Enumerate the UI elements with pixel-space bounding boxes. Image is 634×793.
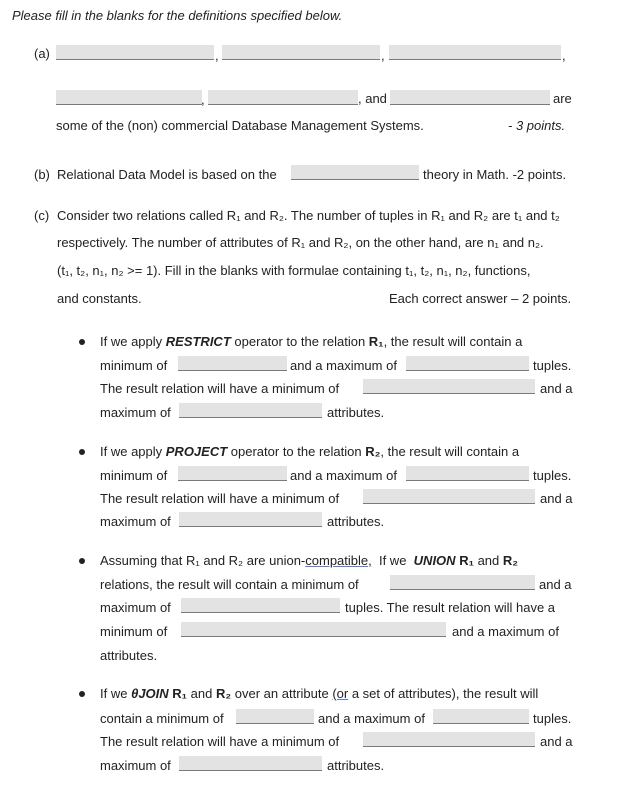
union-line-2: relations, the result will contain a minimum of <box>100 577 359 592</box>
blank-a3[interactable] <box>389 45 561 60</box>
blank-join-tuples-max[interactable] <box>433 709 529 724</box>
are-word: are <box>553 91 572 106</box>
union-and-max-of: and a maximum of <box>452 624 559 639</box>
part-b-after: theory in Math. -2 points. <box>423 167 567 182</box>
bullet-dot <box>79 558 85 564</box>
blank-union-tuples-min[interactable] <box>390 575 535 590</box>
blank-a2[interactable] <box>222 45 380 60</box>
union-line-3-post: tuples. The result relation will have a <box>345 600 556 615</box>
join-result-min: The result relation will have a minimum of <box>100 734 340 749</box>
blank-b1[interactable] <box>291 165 419 180</box>
blank-restrict-attr-max[interactable] <box>179 403 322 418</box>
project-attributes: attributes. <box>327 514 385 529</box>
union-min-of: minimum of <box>100 624 168 639</box>
comma-1: , <box>215 48 219 63</box>
join-tuples: tuples. <box>533 711 572 726</box>
blank-a6[interactable] <box>390 90 550 105</box>
restrict-max-of: maximum of <box>100 405 171 420</box>
blank-a5[interactable] <box>208 90 358 105</box>
join-and-max-of: and a maximum of <box>318 711 425 726</box>
project-max-of: maximum of <box>100 514 171 529</box>
blank-project-attr-max[interactable] <box>179 512 322 527</box>
part-c-line-2: respectively. The number of attributes of R₁ and R₂, on the other hand, are n₁ and n₂. <box>57 235 544 250</box>
part-a-points: - 3 points. <box>508 118 566 133</box>
union-and-a: and a <box>539 577 572 592</box>
part-c-line-3: (t₁, t₂, n₁, n₂ >= 1). Fill in the blanks with formulae containing t₁, t₂, n₁, n₂, functions, <box>57 263 531 278</box>
join-attributes: attributes. <box>327 758 385 773</box>
blank-restrict-tuples-max[interactable] <box>406 356 529 371</box>
bullet-dot <box>79 339 85 345</box>
comma-3: , <box>562 48 566 63</box>
project-and-a: and a <box>540 491 573 506</box>
project-and-max-of: and a maximum of <box>290 468 397 483</box>
blank-a1[interactable] <box>56 45 214 60</box>
blank-project-attr-min[interactable] <box>363 489 535 504</box>
restrict-attributes: attributes. <box>327 405 385 420</box>
union-max-of: maximum of <box>100 600 171 615</box>
comma-4: , <box>201 92 205 107</box>
part-b-label: (b) <box>34 167 50 182</box>
blank-a4[interactable] <box>56 90 202 105</box>
part-c-line-4: and constants. <box>57 291 142 306</box>
instructions: Please fill in the blanks for the definitions specified below. <box>12 8 343 23</box>
part-a-tail: some of the (non) commercial Database Management Systems. <box>56 118 424 133</box>
blank-union-tuples-max[interactable] <box>181 598 340 613</box>
blank-join-attr-min[interactable] <box>363 732 535 747</box>
restrict-line-1: If we apply RESTRICT operator to the relation R₁, the result will contain a <box>100 334 523 349</box>
blank-join-tuples-min[interactable] <box>236 709 314 724</box>
part-c-line-1: Consider two relations called R₁ and R₂. The number of tuples in R₁ and R₂ are t₁ and t₂ <box>57 208 560 223</box>
join-contain-min: contain a minimum of <box>100 711 224 726</box>
part-a-label: (a) <box>34 46 50 61</box>
part-c-points: Each correct answer – 2 points. <box>389 291 572 306</box>
project-min-of: minimum of <box>100 468 168 483</box>
blank-restrict-attr-min[interactable] <box>363 379 535 394</box>
part-b-before: Relational Data Model is based on the <box>57 167 277 182</box>
join-max-of: maximum of <box>100 758 171 773</box>
project-tuples: tuples. <box>533 468 572 483</box>
project-line-1: If we apply PROJECT operator to the relation R₂, the result will contain a <box>100 444 520 459</box>
part-c-label: (c) <box>34 208 50 223</box>
blank-restrict-tuples-min[interactable] <box>178 356 287 371</box>
restrict-and-max-of: and a maximum of <box>290 358 397 373</box>
blank-project-tuples-max[interactable] <box>406 466 529 481</box>
blank-join-attr-max[interactable] <box>179 756 322 771</box>
comma-2: , <box>381 48 385 63</box>
restrict-and-a: and a <box>540 381 573 396</box>
project-result-min: The result relation will have a minimum of <box>100 491 340 506</box>
and-word: , and <box>358 91 387 106</box>
restrict-result-min: The result relation will have a minimum of <box>100 381 340 396</box>
join-and-a: and a <box>540 734 573 749</box>
bullet-dot <box>79 691 85 697</box>
join-line-1: If we θJOIN R₁ and R₂ over an attribute (or a set of attributes), the result will <box>100 686 539 701</box>
union-line-1: Assuming that R₁ and R₂ are union-compatible, If we UNION R₁ and R₂ <box>100 553 519 568</box>
restrict-min-of: minimum of <box>100 358 168 373</box>
union-attributes: attributes. <box>100 648 158 663</box>
blank-project-tuples-min[interactable] <box>178 466 287 481</box>
bullet-dot <box>79 449 85 455</box>
restrict-tuples: tuples. <box>533 358 572 373</box>
blank-union-attr-min[interactable] <box>181 622 446 637</box>
